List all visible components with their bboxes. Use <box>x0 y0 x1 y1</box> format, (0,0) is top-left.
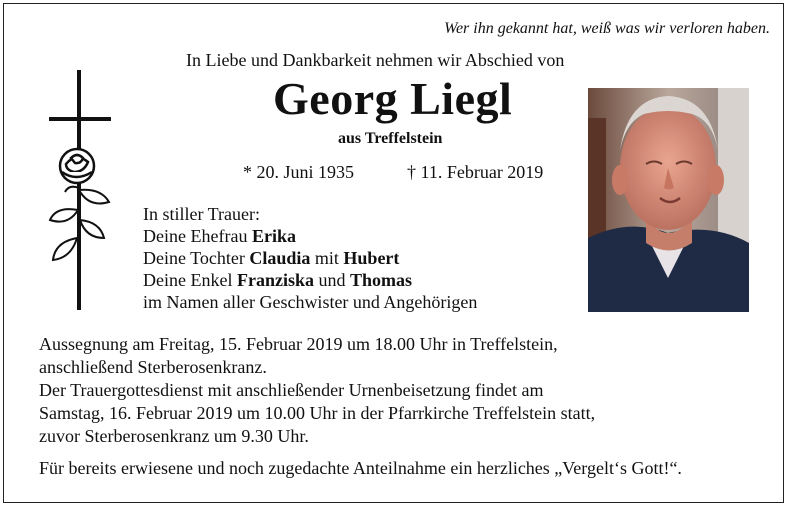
info-line: Der Trauergottesdienst mit anschließender Urnenbeisetzung findet am <box>39 380 544 400</box>
mourner-wife: Deine Ehefrau Erika <box>143 226 296 246</box>
mourner-others: im Namen aller Geschwister und Angehörigen <box>143 292 478 312</box>
mourner-daughter: Deine Tochter Claudia mit Hubert <box>143 248 400 268</box>
info-line: Samstag, 16. Februar 2019 um 10.00 Uhr in der Pfarrkirche Treffelstein statt, <box>39 403 596 423</box>
info-line: anschließend Sterberosenkranz. <box>39 357 267 377</box>
intro-text: In Liebe und Dankbarkeit nehmen wir Abschied von <box>186 50 565 70</box>
cross-with-rose-icon <box>44 70 119 312</box>
mourners-heading: In stiller Trauer: <box>143 204 260 224</box>
thanks-text: Für bereits erwiesene und noch zugedachte Anteilnahme ein herzliches „Vergelt‘s Gott!“. <box>39 458 682 478</box>
birth-date: * 20. Juni 1935 <box>243 162 355 182</box>
service-info <box>39 333 595 448</box>
deceased-origin: aus Treffelstein <box>338 130 443 147</box>
deceased-name: Georg Liegl <box>273 73 513 124</box>
info-line: Aussegnung am Freitag, 15. Februar 2019 um 18.00 Uhr in Treffelstein, <box>39 334 558 354</box>
portrait-photo <box>588 88 749 312</box>
motto-text: Wer ihn gekannt hat, weiß was wir verloren haben. <box>444 20 770 37</box>
info-line: zuvor Sterberosenkranz um 9.30 Uhr. <box>39 426 309 446</box>
mourner-grandchildren: Deine Enkel Franziska und Thomas <box>143 270 412 290</box>
mourners-block <box>143 203 477 313</box>
death-date: † 11. Februar 2019 <box>407 162 544 182</box>
